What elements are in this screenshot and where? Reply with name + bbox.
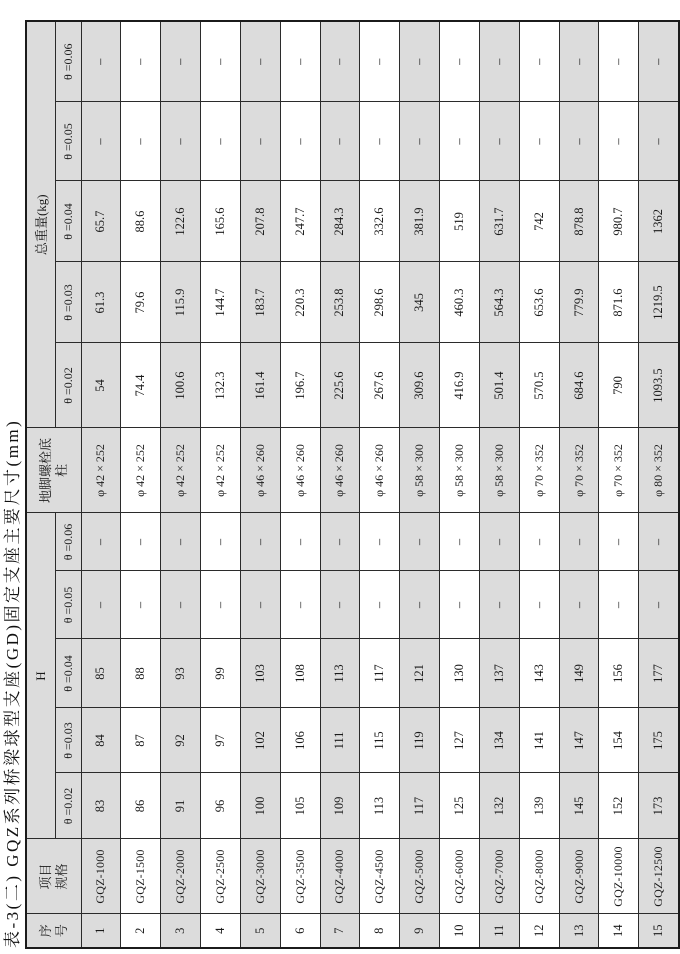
cell-anchor: φ 42 × 252 [81, 428, 121, 513]
cell-h: 134 [479, 708, 519, 773]
cell-h: 108 [280, 639, 320, 708]
cell-spec: GQZ-6000 [440, 839, 480, 914]
cell-h: 103 [240, 639, 280, 708]
cell-h: 92 [161, 708, 201, 773]
cell-h: 109 [320, 773, 360, 839]
cell-weight: 196.7 [280, 343, 320, 428]
cell-weight: – [599, 21, 639, 102]
cell-h: – [479, 571, 519, 639]
cell-h: 119 [400, 708, 440, 773]
table-row [121, 21, 161, 948]
cell-no: 4 [201, 914, 241, 948]
cell-no: 12 [519, 914, 559, 948]
cell-weight: – [559, 21, 599, 102]
cell-weight: 878.8 [559, 181, 599, 262]
cell-spec: GQZ-4500 [360, 839, 400, 914]
cell-weight: – [440, 102, 480, 181]
cell-weight: 332.6 [360, 181, 400, 262]
cell-weight: – [479, 21, 519, 102]
cell-h: – [440, 571, 480, 639]
cell-no: 15 [639, 914, 679, 948]
cell-h: – [639, 513, 679, 571]
cell-weight: – [400, 102, 440, 181]
cell-h: – [639, 571, 679, 639]
cell-h: – [559, 513, 599, 571]
cell-weight: 253.8 [320, 262, 360, 343]
cell-h: – [320, 513, 360, 571]
cell-weight: – [280, 21, 320, 102]
cell-weight: – [280, 102, 320, 181]
table-row [400, 21, 440, 948]
cell-weight: 790 [599, 343, 639, 428]
cell-h: – [81, 571, 121, 639]
cell-h: 125 [440, 773, 480, 839]
cell-weight: 165.6 [201, 181, 241, 262]
cell-weight: 570.5 [519, 343, 559, 428]
cell-no: 11 [479, 914, 519, 948]
header-spec-label: 项目规格 [38, 863, 69, 890]
cell-weight: – [559, 102, 599, 181]
header-theta: θ =0.04 [55, 181, 81, 262]
cell-weight: – [360, 102, 400, 181]
cell-h: 147 [559, 708, 599, 773]
cell-h: 91 [161, 773, 201, 839]
cell-weight: 161.4 [240, 343, 280, 428]
cell-weight: – [81, 21, 121, 102]
cell-spec: GQZ-2000 [161, 839, 201, 914]
cell-spec: GQZ-9000 [559, 839, 599, 914]
cell-weight: – [639, 21, 679, 102]
cell-h: 115 [360, 708, 400, 773]
header-weight-group: 总重量(kg) [26, 21, 55, 428]
cell-spec: GQZ-10000 [599, 839, 639, 914]
cell-h: – [599, 571, 639, 639]
cell-anchor: φ 58 × 300 [400, 428, 440, 513]
cell-weight: 88.6 [121, 181, 161, 262]
cell-h: – [360, 513, 400, 571]
cell-weight: 122.6 [161, 181, 201, 262]
cell-h: 106 [280, 708, 320, 773]
cell-h: 173 [639, 773, 679, 839]
cell-spec: GQZ-1500 [121, 839, 161, 914]
rotated-table-canvas [2, 20, 678, 949]
header-theta: θ =0.03 [55, 262, 81, 343]
cell-weight: – [161, 102, 201, 181]
cell-h: – [400, 571, 440, 639]
cell-h: – [320, 571, 360, 639]
cell-weight: – [320, 102, 360, 181]
cell-h: 149 [559, 639, 599, 708]
cell-weight: 501.4 [479, 343, 519, 428]
header-row-groups [26, 21, 55, 948]
cell-h: 93 [161, 639, 201, 708]
header-spec [26, 839, 81, 914]
cell-weight: – [121, 102, 161, 181]
cell-h: 97 [201, 708, 241, 773]
cell-weight: 779.9 [559, 262, 599, 343]
cell-no: 5 [240, 914, 280, 948]
cell-anchor: φ 46 × 260 [240, 428, 280, 513]
cell-h: – [280, 571, 320, 639]
cell-h: – [440, 513, 480, 571]
cell-weight: 115.9 [161, 262, 201, 343]
cell-h: – [161, 571, 201, 639]
cell-h: 85 [81, 639, 121, 708]
cell-weight: 54 [81, 343, 121, 428]
cell-anchor: φ 70 × 352 [559, 428, 599, 513]
cell-spec: GQZ-12500 [639, 839, 679, 914]
table-row [161, 21, 201, 948]
cell-h: 113 [320, 639, 360, 708]
cell-h: 117 [400, 773, 440, 839]
header-theta: θ =0.06 [55, 21, 81, 102]
cell-weight: – [320, 21, 360, 102]
cell-spec: GQZ-7000 [479, 839, 519, 914]
cell-weight: 225.6 [320, 343, 360, 428]
cell-weight: – [121, 21, 161, 102]
cell-spec: GQZ-3000 [240, 839, 280, 914]
cell-h: 175 [639, 708, 679, 773]
cell-h: 102 [240, 708, 280, 773]
cell-h: 145 [559, 773, 599, 839]
cell-weight: 74.4 [121, 343, 161, 428]
cell-h: 154 [599, 708, 639, 773]
cell-h: 132 [479, 773, 519, 839]
cell-weight: – [519, 102, 559, 181]
cell-spec: GQZ-3500 [280, 839, 320, 914]
cell-weight: – [519, 21, 559, 102]
cell-h: – [599, 513, 639, 571]
table-row [201, 21, 241, 948]
cell-h: 121 [400, 639, 440, 708]
header-theta: θ =0.03 [55, 708, 81, 773]
cell-anchor: φ 70 × 352 [599, 428, 639, 513]
cell-h: – [559, 571, 599, 639]
cell-h: 87 [121, 708, 161, 773]
cell-weight: – [599, 102, 639, 181]
cell-weight: 345 [400, 262, 440, 343]
table-row [240, 21, 280, 948]
cell-weight: – [440, 21, 480, 102]
cell-h: 86 [121, 773, 161, 839]
cell-anchor: φ 42 × 252 [121, 428, 161, 513]
cell-spec: GQZ-4000 [320, 839, 360, 914]
cell-weight: 416.9 [440, 343, 480, 428]
cell-h: – [121, 513, 161, 571]
cell-h: 96 [201, 773, 241, 839]
table-row [360, 21, 400, 948]
table-row [639, 21, 679, 948]
spec-table [25, 20, 680, 949]
cell-weight: 653.6 [519, 262, 559, 343]
cell-anchor: φ 58 × 300 [440, 428, 480, 513]
cell-weight: 871.6 [599, 262, 639, 343]
table-row [280, 21, 320, 948]
cell-no: 8 [360, 914, 400, 948]
cell-weight: 61.3 [81, 262, 121, 343]
cell-h: 99 [201, 639, 241, 708]
cell-anchor: φ 70 × 352 [519, 428, 559, 513]
cell-spec: GQZ-8000 [519, 839, 559, 914]
header-anchor [26, 428, 81, 513]
cell-weight: – [201, 102, 241, 181]
cell-weight: 1362 [639, 181, 679, 262]
table-header [26, 21, 81, 948]
cell-no: 3 [161, 914, 201, 948]
cell-h: – [121, 571, 161, 639]
cell-anchor: φ 42 × 252 [201, 428, 241, 513]
cell-h: – [201, 571, 241, 639]
cell-no: 9 [400, 914, 440, 948]
cell-h: – [240, 513, 280, 571]
header-anchor-label: 地脚螺栓底柱 [38, 438, 69, 504]
cell-weight: – [479, 102, 519, 181]
table-row [81, 21, 121, 948]
cell-weight: 1093.5 [639, 343, 679, 428]
cell-spec: GQZ-5000 [400, 839, 440, 914]
cell-spec: GQZ-2500 [201, 839, 241, 914]
cell-anchor: φ 58 × 300 [479, 428, 519, 513]
cell-anchor: φ 80 × 352 [639, 428, 679, 513]
cell-h: – [519, 513, 559, 571]
table-row [519, 21, 559, 948]
cell-h: – [519, 571, 559, 639]
cell-h: – [400, 513, 440, 571]
cell-weight: 132.3 [201, 343, 241, 428]
cell-no: 14 [599, 914, 639, 948]
cell-no: 10 [440, 914, 480, 948]
cell-h: 88 [121, 639, 161, 708]
cell-h: – [479, 513, 519, 571]
cell-h: 83 [81, 773, 121, 839]
cell-h: 141 [519, 708, 559, 773]
cell-weight: 309.6 [400, 343, 440, 428]
cell-weight: 100.6 [161, 343, 201, 428]
cell-weight: 65.7 [81, 181, 121, 262]
cell-h: 105 [280, 773, 320, 839]
cell-weight: – [360, 21, 400, 102]
cell-no: 2 [121, 914, 161, 948]
cell-weight: 631.7 [479, 181, 519, 262]
cell-weight: – [161, 21, 201, 102]
header-no [26, 914, 81, 948]
cell-h: – [240, 571, 280, 639]
cell-anchor: φ 46 × 260 [320, 428, 360, 513]
header-theta: θ =0.05 [55, 571, 81, 639]
header-theta: θ =0.02 [55, 773, 81, 839]
cell-h: – [201, 513, 241, 571]
cell-h: 130 [440, 639, 480, 708]
cell-h: 117 [360, 639, 400, 708]
cell-weight: 564.3 [479, 262, 519, 343]
cell-weight: 247.7 [280, 181, 320, 262]
cell-h: – [280, 513, 320, 571]
header-theta: θ =0.02 [55, 343, 81, 428]
cell-h: 152 [599, 773, 639, 839]
cell-weight: – [240, 21, 280, 102]
cell-weight: 980.7 [599, 181, 639, 262]
cell-weight: 79.6 [121, 262, 161, 343]
cell-weight: 381.9 [400, 181, 440, 262]
header-h-group: H [26, 513, 55, 839]
cell-h: 139 [519, 773, 559, 839]
cell-h: – [360, 571, 400, 639]
cell-h: – [81, 513, 121, 571]
cell-h: 143 [519, 639, 559, 708]
cell-weight: – [201, 21, 241, 102]
cell-weight: – [240, 102, 280, 181]
cell-weight: 460.3 [440, 262, 480, 343]
cell-weight: 298.6 [360, 262, 400, 343]
cell-h: 113 [360, 773, 400, 839]
cell-anchor: φ 42 × 252 [161, 428, 201, 513]
cell-no: 13 [559, 914, 599, 948]
cell-weight: 207.8 [240, 181, 280, 262]
cell-no: 1 [81, 914, 121, 948]
cell-weight: 183.7 [240, 262, 280, 343]
header-theta: θ =0.05 [55, 102, 81, 181]
cell-no: 6 [280, 914, 320, 948]
cell-weight: 519 [440, 181, 480, 262]
table-row [559, 21, 599, 948]
table-row [320, 21, 360, 948]
table-row [440, 21, 480, 948]
cell-h: 100 [240, 773, 280, 839]
cell-weight: 684.6 [559, 343, 599, 428]
cell-h: 177 [639, 639, 679, 708]
cell-h: 137 [479, 639, 519, 708]
header-theta: θ =0.04 [55, 639, 81, 708]
cell-weight: – [81, 102, 121, 181]
cell-h: 111 [320, 708, 360, 773]
table-row [599, 21, 639, 948]
cell-anchor: φ 46 × 260 [280, 428, 320, 513]
cell-anchor: φ 46 × 260 [360, 428, 400, 513]
spec-table-body [81, 21, 679, 948]
cell-weight: 220.3 [280, 262, 320, 343]
table-row [479, 21, 519, 948]
cell-spec: GQZ-1000 [81, 839, 121, 914]
cell-weight: 267.6 [360, 343, 400, 428]
cell-weight: 144.7 [201, 262, 241, 343]
cell-weight: 1219.5 [639, 262, 679, 343]
cell-h: – [161, 513, 201, 571]
cell-weight: – [639, 102, 679, 181]
cell-h: 127 [440, 708, 480, 773]
header-no-label: 序号 [38, 924, 69, 938]
cell-weight: – [400, 21, 440, 102]
cell-h: 84 [81, 708, 121, 773]
cell-weight: 742 [519, 181, 559, 262]
cell-h: 156 [599, 639, 639, 708]
header-theta: θ =0.06 [55, 513, 81, 571]
cell-no: 7 [320, 914, 360, 948]
cell-weight: 284.3 [320, 181, 360, 262]
table-title: 表-3(二) GQZ系列桥梁球型支座(GD)固定支座主要尺寸(mm) [3, 418, 22, 948]
